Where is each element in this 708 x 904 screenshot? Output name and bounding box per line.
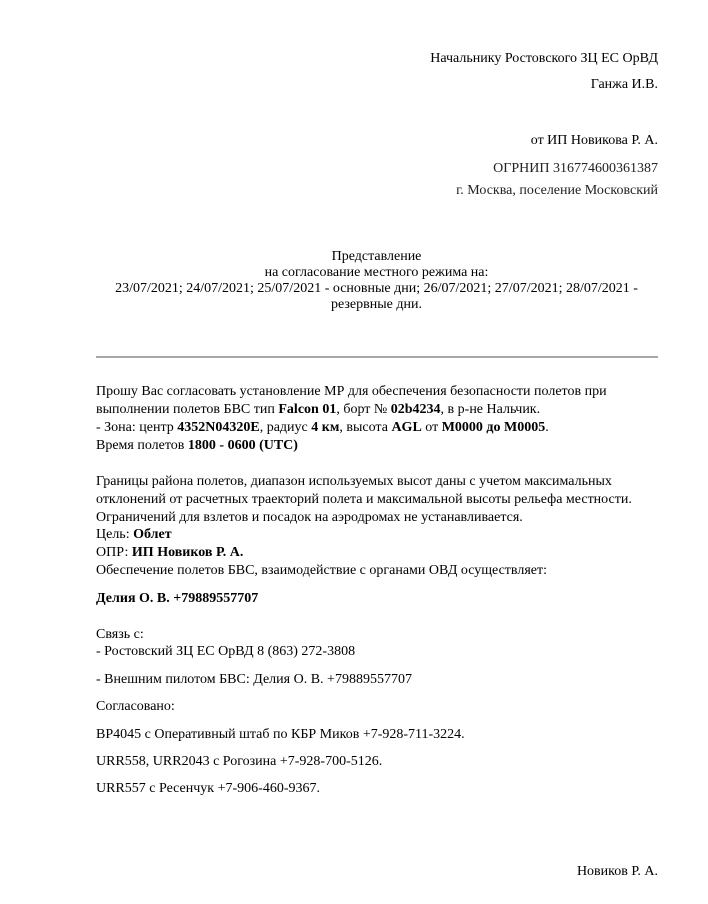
agreed-item-1: BP4045 с Оперативный штаб по КБР Миков +7-928-711-3224. [96,727,465,742]
opr-value: ИП Новиков Р. А. [131,545,244,560]
zone-radius: 4 км [311,420,340,435]
restrictions-line: Ограничений для взлетов и посадок на аэродромах не устанавливается. [96,510,523,525]
recipient-line-1: Начальнику Ростовского ЗЦ ЕС ОрВД [430,51,658,66]
title-line-1: Представление [331,249,422,264]
divider [96,356,658,358]
flight-time: 1800 - 0600 (UTC) [187,438,298,453]
flight-time-line: Время полетов 1800 - 0600 (UTC) [96,438,298,453]
goal-value: Облет [133,527,172,542]
support-line: Обеспечение полетов БВС, взаимодействие с органами ОВД осуществляет: [96,563,548,578]
boundaries-line-1: Границы района полетов, диапазон используемых высот даны с учетом максимальных [96,474,612,489]
request-line-1: Прошу Вас согласовать установление МР для обеспечения безопасности полетов при [96,384,607,399]
altitude-reference: AGL [391,420,422,435]
request-line-2: выполнении полетов БВС тип Falcon 01, борт № 02b4234, в р-не Нальчик. [96,402,541,417]
agreed-item-2: URR558, URR2043 с Рогозина +7-928-700-5126. [96,754,383,769]
boundaries-line-2: отклонений от расчетных траекторий полета и максимальной высоты рельефа местности. [96,492,632,507]
title-dates-line: 23/07/2021; 24/07/2021; 25/07/2021 - основные дни; 26/07/2021; 27/07/2021; 28/07/2021 - [115,281,638,296]
title-line-2: на согласование местного режима на: [264,265,489,280]
sender-ogrnip: ОГРНИП 316774600361387 [493,161,658,176]
aircraft-type: Falcon 01 [278,402,337,417]
recipient-line-2: Ганжа И.В. [590,77,658,92]
sender-line-1: от ИП Новикова Р. А. [530,133,658,148]
board-number: 02b4234 [390,402,441,417]
comm-pilot: - Внешним пилотом БВС: Делия О. В. +79889557707 [96,672,412,687]
comm-label: Связь с: [96,627,144,642]
opr-line: ОПР: ИП Новиков Р. А. [96,545,244,560]
comm-rostov: - Ростовский ЗЦ ЕС ОрВД 8 (863) 272-3808 [96,644,356,659]
signature-name: Новиков Р. А. [576,864,658,879]
document-title [60,249,693,313]
sender-address: г. Москва, поселение Московский [456,183,658,198]
zone-line: - Зона: центр 4352N04320E, радиус 4 км, высота AGL от М0000 до М0005. [96,420,549,435]
altitude-range: М0000 до М0005 [441,420,546,435]
agreed-label: Согласовано: [96,699,175,714]
goal-line: Цель: Облет [96,527,172,542]
contact-person: Делия О. В. +79889557707 [96,591,259,606]
zone-center: 4352N04320E [177,420,260,435]
agreed-item-3: URR557 с Ресенчук +7-906-460-9367. [96,781,320,796]
title-line-4: резервные дни. [331,297,422,312]
